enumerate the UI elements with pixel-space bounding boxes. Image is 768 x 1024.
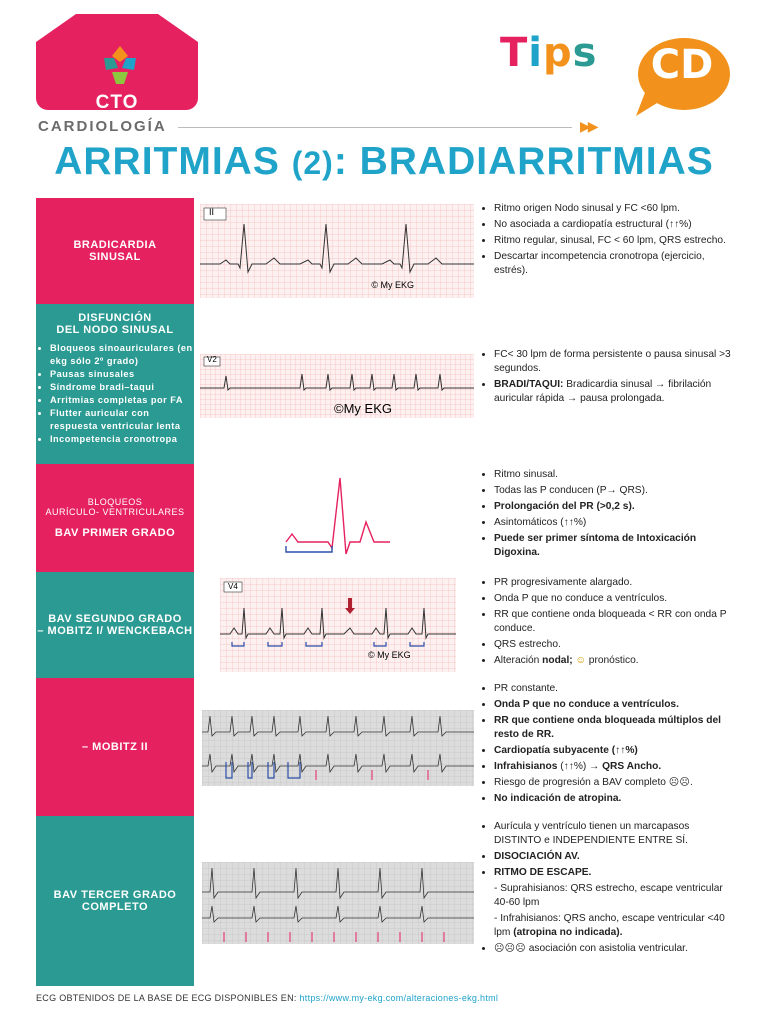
page-title <box>0 140 768 184</box>
row-label <box>36 816 194 986</box>
bullet-post: pronóstico. <box>585 655 639 666</box>
bullet: • FC< 30 lpm de forma persistente o pausa sinusal >3 segundos. <box>494 348 732 376</box>
label-line: BAV TERCER GRADO <box>53 889 177 901</box>
row-bradicardia-sinusal <box>36 198 732 304</box>
row-label <box>36 678 194 816</box>
tips-logo <box>500 30 597 76</box>
bullet: • Riesgo de progresión a BAV completo ☹☹. <box>494 776 732 790</box>
title-part-c: : BRADIARRITMIAS <box>333 140 714 183</box>
label-list-item: • Síndrome bradi–taqui <box>50 381 194 394</box>
double-arrow-icon: ▶▶ <box>580 118 596 134</box>
bullet: • No indicación de atropina. <box>494 792 732 806</box>
label-list-item: • Incompetencia cronotropa <box>50 433 194 446</box>
bullet-bold: BRADI/TAQUI: <box>494 379 564 390</box>
label-line: BAV SEGUNDO GRADO <box>48 613 182 625</box>
cd-badge-text: CD <box>650 42 714 88</box>
bullet-bold: Infrahisianos <box>494 761 558 772</box>
bullet <box>494 654 732 668</box>
row-bullets <box>482 820 732 958</box>
tips-letter: T <box>500 30 529 76</box>
bullet: • Todas las P conducen (P→ QRS). <box>494 484 732 498</box>
logo-text: CTO <box>95 92 139 113</box>
bullet-mid: (↑↑%) → <box>557 761 603 772</box>
bullet: • PR progresivamente alargado. <box>494 576 732 590</box>
row-bullets <box>482 576 732 670</box>
bullet: • Asintomáticos (↑↑%) <box>494 516 732 530</box>
bullet: • Ritmo origen Nodo sinusal y FC <60 lpm. <box>494 202 732 216</box>
bullet-pre: Alteración <box>494 655 543 666</box>
row-disfuncion-nodo <box>36 304 732 464</box>
row-label <box>36 304 194 464</box>
row-label <box>36 572 194 678</box>
ecg-lead-label: II <box>209 207 215 217</box>
logo-mark-icon <box>96 44 144 88</box>
sub-bullet-pre: - Infrahisianos: QRS ancho, escape ventricular <40 lpm <box>494 913 725 938</box>
title-part-b: (2) <box>291 145 334 181</box>
sub-bullet: - Suprahisianos: QRS estrecho, escape ventricular 40-60 lpm <box>494 883 723 908</box>
ecg-lead-label: V2 <box>207 355 217 364</box>
sub-bullet <box>494 912 732 940</box>
label-list-item: • Bloqueos sinoauriculares (en ekg sólo 2º grado) <box>50 342 194 368</box>
row-bullets <box>482 202 732 280</box>
bullet: • QRS estrecho. <box>494 638 732 652</box>
section-label: CARDIOLOGÍA <box>38 118 167 135</box>
label-list <box>36 342 194 446</box>
label-line: DISFUNCIÓN <box>78 312 152 324</box>
label-main: BAV PRIMER GRADO <box>54 527 176 539</box>
label-line: – MOBITZ I/ WENCKEBACH <box>37 625 193 637</box>
bullet: • RR que contiene onda bloqueada múltiplos del resto de RR. <box>494 714 732 742</box>
cto-logo <box>36 14 198 113</box>
tips-letter: i <box>528 30 544 76</box>
bullet: • PR constante. <box>494 682 732 696</box>
footer-text: ECG OBTENIDOS DE LA BASE DE ECG DISPONIBLES EN: <box>36 993 300 1003</box>
bullet: • RITMO DE ESCAPE. <box>494 866 732 880</box>
sub-bullet-bold: (atropina no indicada). <box>513 927 623 938</box>
row-bullets <box>482 348 732 408</box>
ecg-strip <box>202 710 474 786</box>
bullet-bold: nodal; <box>542 655 573 666</box>
bullet: • Cardiopatía subyacente (↑↑%) <box>494 744 732 758</box>
bullet-bold: QRS Ancho. <box>602 761 662 772</box>
footer-link[interactable]: https://www.my-ekg.com/alteraciones-ekg.html <box>299 993 499 1003</box>
ecg-credit: ©My EKG <box>334 401 392 416</box>
bullet: • RR que contiene onda bloqueada < RR con onda P conduce. <box>494 608 732 636</box>
bullet: • Ritmo sinusal. <box>494 468 732 482</box>
ecg-lead-label: V4 <box>228 582 238 591</box>
row-mobitz-1 <box>36 572 732 678</box>
label-small: BLOQUEOS <box>87 497 143 507</box>
label-line: – MOBITZ II <box>82 741 148 753</box>
smile-icon: ☺ <box>575 655 586 666</box>
label-list-item: • Flutter auricular con respuesta ventricular lenta <box>50 407 194 433</box>
tips-letter: s <box>572 30 598 76</box>
ecg-strip <box>220 578 456 672</box>
bullet <box>494 378 732 406</box>
ecg-strip <box>202 862 474 944</box>
ecg-strip <box>200 354 474 418</box>
bullet-rest: Bradicardia sinusal → fibrilación auricular rápida → pausa prolongada. <box>494 379 712 404</box>
bullet: • DISOCIACIÓN AV. <box>494 850 732 864</box>
label-line: BRADICARDIA <box>73 239 157 251</box>
label-line: SINUSAL <box>89 251 141 263</box>
label-list-item: • Pausas sinusales <box>50 368 194 381</box>
label-line: COMPLETO <box>81 901 149 913</box>
row-label <box>36 198 194 304</box>
bullet: • No asociada a cardiopatía estructural (↑↑%) <box>494 218 732 232</box>
ecg-credit: © My EKG <box>371 280 414 290</box>
row-bav-tercer-grado <box>36 816 732 986</box>
row-bullets <box>482 468 732 562</box>
bullet: • Ritmo regular, sinusal, FC < 60 lpm, QRS estrecho. <box>494 234 732 248</box>
section-divider <box>178 127 572 128</box>
ecg-diagram <box>200 470 474 566</box>
bullet: • Puede ser primer síntoma de Intoxicación Digoxina. <box>494 532 732 560</box>
row-bav-primer-grado <box>36 464 732 572</box>
row-label <box>36 464 194 572</box>
bullet: • Onda P que no conduce a ventrículos. <box>494 592 732 606</box>
title-part-a: ARRITMIAS <box>54 140 292 183</box>
row-bullets <box>482 682 732 808</box>
label-small: AURÍCULO- VENTRICULARES <box>45 507 185 517</box>
label-list-item: • Arritmias completas por FA <box>50 394 194 407</box>
bullet: • ☹☹☹ asociación con asistolia ventricular. <box>494 942 732 956</box>
bullet: • Prolongación del PR (>0,2 s). <box>494 500 732 514</box>
footer <box>36 993 498 1003</box>
ecg-strip <box>200 204 474 298</box>
bullet <box>494 760 732 774</box>
bullet: • Onda P que no conduce a ventrículos. <box>494 698 732 712</box>
bullet: • Descartar incompetencia cronotropa (ejercicio, estrés). <box>494 250 732 278</box>
ecg-credit: © My EKG <box>368 650 411 660</box>
row-mobitz-2 <box>36 678 732 816</box>
bullet: • Aurícula y ventrículo tienen un marcapasos DISTINTO e INDEPENDIENTE ENTRE SÍ. <box>494 820 732 848</box>
label-line: DEL NODO SINUSAL <box>56 324 174 336</box>
tips-letter: p <box>543 30 573 76</box>
